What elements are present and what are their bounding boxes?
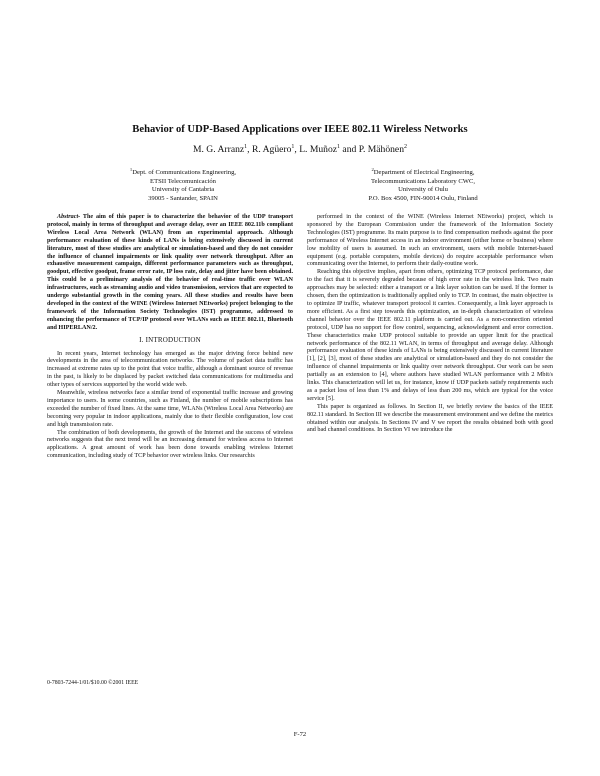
abstract-label: Abstract- xyxy=(57,214,81,220)
affiliation-cantabria xyxy=(68,166,298,204)
affiliation-oulu xyxy=(308,166,538,204)
affiliation-line: Department of Electrical Engineering, xyxy=(373,169,475,177)
abstract-text: The aim of this paper is to characterize the behavior of the UDP transport protocol, mainly in terms of throughput and average delay, over an IEEE 802.11b compliant Wireless Local Area Network (WLAN) from an experimental approach. Although performance evaluation of these kinds of LANs is being extensively discussed in current literature, most of these studies are analytical or simulation-based and they do not consider the influence of channel impairments or link quality over network throughput. After an exhaustive measurement campaign, different performance parameters such as throughput, goodput, effective goodput, frame error rate, IP loss rate, delay and jitter have been obtained. This could be a preliminary analysis of the behavior of real-time traffic over WLAN infrastructures, such as streaming audio and video transmission, services that are expected to undergo substantial growth in the coming years. All these studies and results have been developed in the context of the WINE (Wireless Internet NEtworks) project belonging to the framework of the Information Society Technologies (IST) programme, addressed to enhancing the performance of TCP/IP protocol over WLANs such as IEEE 802.11, Bluetooth and HIPERLAN/2. xyxy=(47,214,293,331)
abstract xyxy=(47,214,293,333)
author-affiliation-mark: 2 xyxy=(404,144,407,150)
body-paragraph: Reaching this objective implies, apart from others, optimizing TCP protocol performance, due to the fact that it is severely degraded because of high error rate in the wireless link. Two main approaches may be selected: either a transport or a link layer solution can be used. If the former is chosen, then the optimization is traditionally applied only to TCP. In contrast, the main objective is to optimize IP traffic, whatever transport protocol it carries. Consequently, a link layer approach is more efficient. As a first step towards this optimization, an in-depth characterization of wireless channel behavior over the IEEE 802.11 platform is carried out. As a non-connection oriented protocol, UDP has no support for flow control, sequencing, acknowledgment and error correction. These characteristics make UDP protocol suitable to provide an upper limit for the practical network performance of the 802.11 WLAN, in terms of throughput and average delay. Although performance evaluation of these kinds of LANs is being extensively discussed in current literature [1], [2], [3], most of these studies are analytical or simulation-based and they do not consider the influence of channel impairments or link quality over network throughput. Our work can be seen partially as an extension to [4], where authors have studied WLAN performance with 2 Mbit/s links. This characterization will let us, for instance, know if UDP packets satisfy requirements such as a packet loss of less than 1% and delays of less than 200 ms, which are typical for the voice service [5]. xyxy=(307,269,553,402)
author-line: M. G. Arranz$^1$, R. Agüero$^1$, L. Muñoz$^1$ and P. Mähönen$^2$ xyxy=(192,144,407,156)
body-paragraph: performed in the context of the WINE (Wireless Internet NEtworks) project, which is sponsored by the European Commission under the framework of the Information Society Technologies (IST) programme. Its main purpose is to find compensation methods against the poor performance of Wireless Internet access in an indoor environment (either home or business) where low mobility of users is assumed. In such an environment, users with mobile Internet-based equipment (e.g. portable computers, mobile devices) do require acceptable performance when communicating over the Internet, to perform their daily-routine work. xyxy=(307,214,553,268)
body-paragraph: Meanwhile, wireless networks face a similar trend of exponential traffic increase and growing importance to users. In some countries, such as Finland, the number of mobile subscriptions has exceeded the number of fixed lines. At the same time, WLANs (Wireless Local Area Networks) are becoming very popular in indoor applications, mainly due to their flexible configuration, low cost and high transmission rate. xyxy=(47,390,293,428)
copyright-footer: 0-7803-7244-1/01/$10.00 ©2001 IEEE xyxy=(47,680,139,686)
affiliation-line: Telecommunications Laboratory CWC, xyxy=(370,177,476,185)
author-name: L. Muñoz xyxy=(299,144,338,156)
author-name: M. G. Arranz xyxy=(192,144,245,156)
body-paragraph: This paper is organized as follows. In Section II, we briefly review the basics of the IEEE 802.11 standard. In Section III we describe the measurement environment and we define the metrics obtained within our analysis. In Sections IV and V we report the results obtained both with good and bad channel conditions. In Section VI we introduce the xyxy=(307,403,553,434)
affiliation-line: 39005 - Santander, SPAIN xyxy=(148,194,218,202)
affiliation-mark: 2 xyxy=(371,167,374,172)
author-affiliation-mark: 1 xyxy=(244,144,248,150)
body-paragraph: In recent years, Internet technology has emerged as the major driving force behind new developments in the area of telecommunication networks. The volume of packet data traffic has increased at extreme rates up to the point that voice traffic, although a dominant source of revenue in the past, is likely to be displaced by packet switched data communications for multimedia and other types of services supported by the world wide web. xyxy=(47,350,293,389)
affiliation-mark: 1 xyxy=(129,167,133,172)
author-name: P. Mähönen xyxy=(358,144,404,156)
affiliation-line: P.O. Box 4500, FIN-90014 Oulu, Finland xyxy=(368,194,478,202)
author-name: R. Agüero xyxy=(251,144,292,156)
right-column xyxy=(307,214,553,435)
body-paragraph: The combination of both developments, the growth of the Internet and the success of wireless networks suggests that the next trend will be an increasing demand for wireless access to Internet applications. A great amount of work has been done towards enabling wireless Internet communication, including study of TCP behavior over wireless links. Our researchis xyxy=(47,429,293,460)
affiliation-line: University of Cantabria xyxy=(151,186,215,194)
affiliation-line: ETSII Telecomunicación xyxy=(150,177,216,185)
affiliation-line: University of Oulu xyxy=(398,186,448,194)
section-heading-introduction: I. INTRODUCTION xyxy=(139,335,201,344)
paper-title: Behavior of UDP-Based Applications over IEEE 802.11 Wireless Networks xyxy=(132,124,468,135)
left-column xyxy=(47,214,293,461)
author-affiliation-mark: 1 xyxy=(291,144,295,150)
page-number: F-72 xyxy=(293,731,307,738)
affiliation-line: Dept. of Communications Engineering, xyxy=(132,169,237,177)
author-affiliation-mark: 1 xyxy=(337,144,341,150)
